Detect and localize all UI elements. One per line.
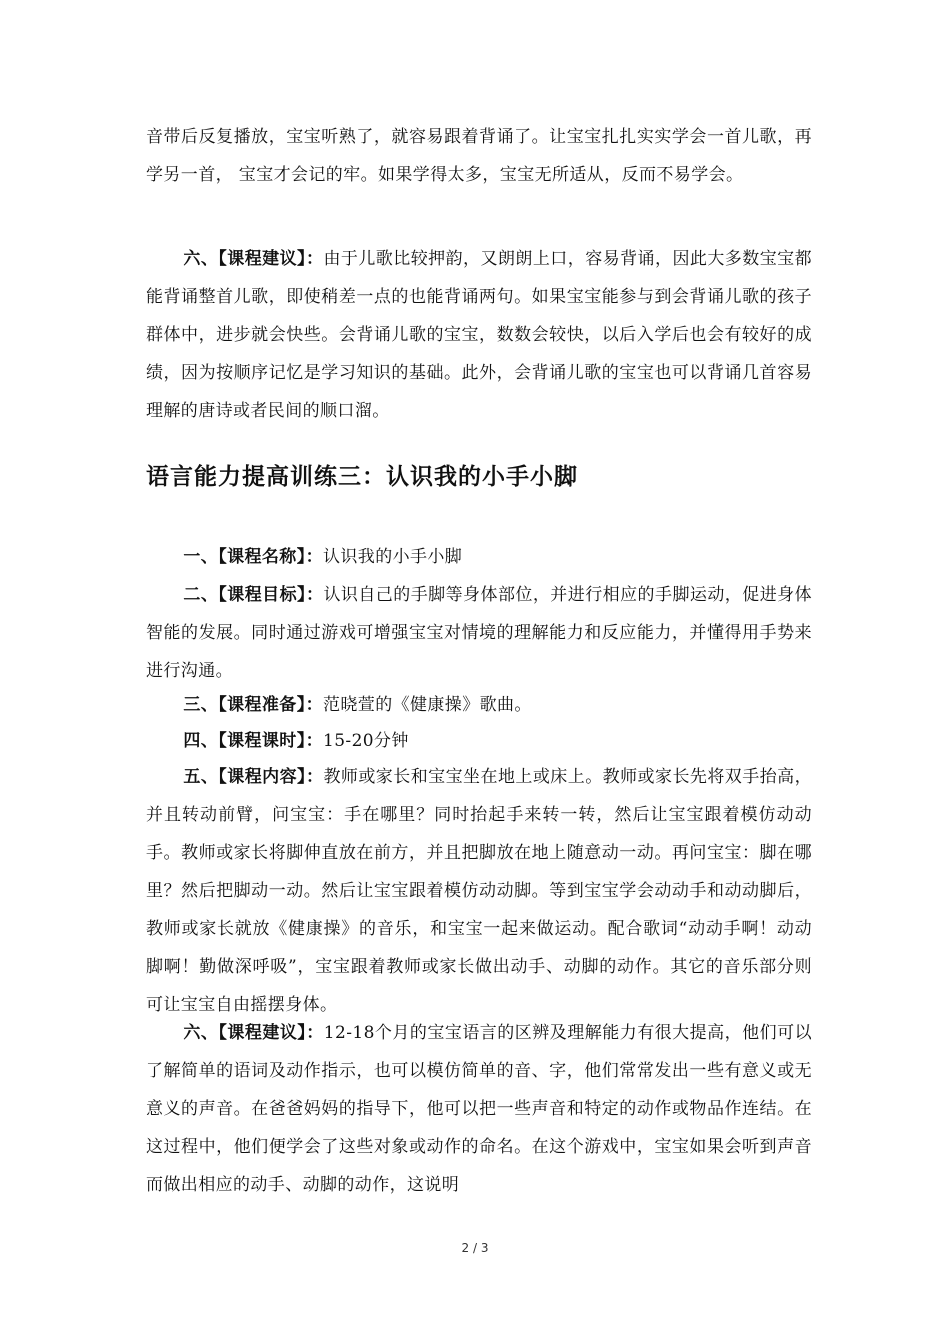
item-course-name xyxy=(146,538,812,576)
item-course-prep xyxy=(146,686,812,724)
item-label: 五、【课程内容】： xyxy=(183,767,324,787)
item-label: 一、【课程名称】： xyxy=(183,547,323,567)
paragraph-continued: 音带后反复播放，宝宝听熟了，就容易跟着背诵了。让宝宝扎扎实实学会一首儿歌，再学另一首， 宝宝才会记的牢。如果学得太多，宝宝无所适从，反而不易学会。 xyxy=(146,127,812,185)
item-text: 范晓萱的《健康操》歌曲。 xyxy=(323,695,532,715)
item-text: 认识我的小手小脚 xyxy=(323,547,463,567)
item-label: 六、【课程建议】： xyxy=(183,1023,324,1043)
paragraph-course-suggestion-1 xyxy=(146,240,812,430)
item-label: 二、【课程目标】： xyxy=(183,585,324,605)
item-course-goal xyxy=(146,576,812,690)
section-label: 六、【课程建议】： xyxy=(183,249,324,269)
item-course-suggestion xyxy=(146,1014,812,1204)
item-text: 认识自己的手脚等身体部位，并进行相应的手脚运动，促进身体智能的发展。同时通过游戏可增强宝宝对情境的理解能力和反应能力，并懂得用手势来进行沟通。 xyxy=(146,585,812,681)
item-course-content xyxy=(146,758,812,1024)
section-text: 由于儿歌比较押韵，又朗朗上口，容易背诵，因此大多数宝宝都能背诵整首儿歌，即使稍差一点的也能背诵两句。如果宝宝能参与到会背诵儿歌的孩子群体中，进步就会快些。会背诵儿歌的宝宝，数数会较快，以后入学后也会有较好的成绩，因为按顺序记忆是学习知识的基础。此外，会背诵儿歌的宝宝也可以背诵几首容易理解的唐诗或者民间的顺口溜。 xyxy=(146,249,812,421)
item-label: 四、【课程课时】： xyxy=(183,731,323,751)
item-label: 三、【课程准备】： xyxy=(183,695,323,715)
section-heading: 语言能力提高训练三：认识我的小手小脚 xyxy=(146,464,578,490)
item-text: 教师或家长和宝宝坐在地上或床上。教师或家长先将双手抬高，并且转动前臂，问宝宝：手在哪里？同时抬起手来转一转，然后让宝宝跟着模仿动动手。教师或家长将脚伸直放在前方，并且把脚放在地上随意动一动。再问宝宝：脚在哪里？然后把脚动一动。然后让宝宝跟着模仿动动脚。等到宝宝学会动动手和动动脚后，教师或家长就放《健康操》的音乐，和宝宝一起来做运动。配合歌词“动动手啊！动动脚啊！勤做深呼吸”，宝宝跟着教师或家长做出动手、动脚的动作。其它的音乐部分则可让宝宝自由摇摆身体。 xyxy=(146,767,812,1015)
item-text: 15-20分钟 xyxy=(323,731,409,751)
item-course-duration xyxy=(146,722,812,760)
item-text: 12-18个月的宝宝语言的区辨及理解能力有很大提高，他们可以了解简单的语词及动作指示，也可以模仿简单的音、字，他们常常发出一些有意义或无意义的声音。在爸爸妈妈的指导下，他可以把一些声音和特定的动作或物品作连结。在这过程中，他们便学会了这些对象或动作的命名。在这个游戏中，宝宝如果会听到声音而做出相应的动手、动脚的动作，这说明 xyxy=(146,1023,812,1195)
page-number: 2 / 3 xyxy=(461,1241,489,1255)
